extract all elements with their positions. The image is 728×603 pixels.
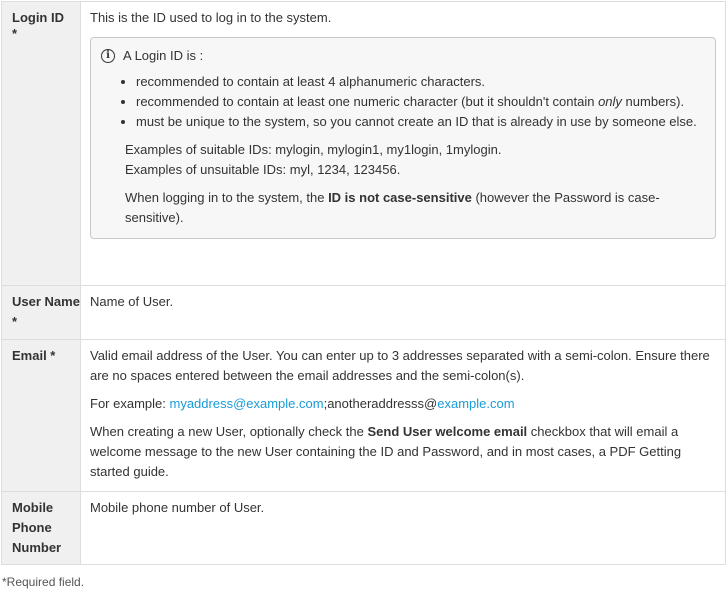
emphasis-text: only (598, 94, 622, 109)
note-text: checkbox that will email a welcome message to the new User containing the ID and Password, and in most cases, a PDF Getting started guide. (90, 424, 682, 479)
required-field-footnote: *Required field. (2, 575, 85, 589)
field-descriptions-table (1, 1, 726, 565)
required-mark: * (12, 26, 18, 41)
row-label (2, 2, 81, 286)
list-item-text: numbers). (621, 94, 685, 109)
info-box (90, 37, 716, 239)
examples-suitable: Examples of suitable IDs: mylogin, mylogin1, my1login, 1mylogin. (125, 142, 502, 157)
example-domain-link[interactable]: example.com (437, 396, 515, 411)
table-row (2, 286, 726, 340)
row-description (81, 492, 726, 565)
user-name-label: User Name * (12, 294, 80, 329)
info-circle-icon: i (101, 49, 115, 63)
case-sensitivity-note (101, 188, 705, 228)
mobile-description: Mobile phone number of User. (90, 500, 265, 515)
user-name-description: Name of User. (90, 294, 174, 309)
email-description: Valid email address of the User. You can enter up to 3 addresses separated with a semi-colon. Ensure there are no spaces entered between the email addresses and the semi-colon(s). (90, 348, 710, 383)
table-row (2, 2, 726, 286)
email-label: Email * (12, 348, 56, 363)
login-id-description: This is the ID used to log in to the system. (90, 10, 332, 25)
welcome-email-note (90, 422, 716, 482)
row-label (2, 340, 81, 492)
example-middle-text: ;anotheraddresss@ (323, 396, 438, 411)
row-label (2, 492, 81, 565)
info-heading: A Login ID is : (123, 48, 204, 63)
info-heading-row (101, 46, 705, 66)
note-text: When logging in to the system, the (125, 190, 329, 205)
row-description (81, 340, 726, 492)
email-example (90, 394, 716, 414)
list-item-text: recommended to contain at least one numeric character (but it shouldn't contain (136, 94, 599, 109)
mobile-label: Mobile Phone Number (12, 500, 62, 555)
examples-block (101, 140, 705, 180)
example-prefix: For example: (90, 396, 170, 411)
login-id-rules (101, 72, 705, 132)
row-description (81, 286, 726, 340)
list-item: • must be unique to the system, so you cannot create an ID that is already in use by someone else. (136, 112, 705, 132)
note-bold-text: Send User welcome email (367, 424, 528, 439)
note-text: When creating a new User, optionally check the (90, 424, 368, 439)
list-item: • recommended to contain at least 4 alphanumeric characters. (136, 72, 705, 92)
login-id-label: Login ID (12, 10, 64, 25)
row-description (81, 2, 726, 286)
table-row (2, 340, 726, 492)
note-text: (however the Password is case-sensitive). (125, 190, 660, 225)
note-bold-text: ID is not case-sensitive (328, 190, 472, 205)
row-label (2, 286, 81, 340)
examples-unsuitable: Examples of unsuitable IDs: myl, 1234, 123456. (125, 162, 401, 177)
example-email-link[interactable]: myaddress@example.com (169, 396, 324, 411)
list-item (136, 92, 705, 112)
table-row (2, 492, 726, 565)
